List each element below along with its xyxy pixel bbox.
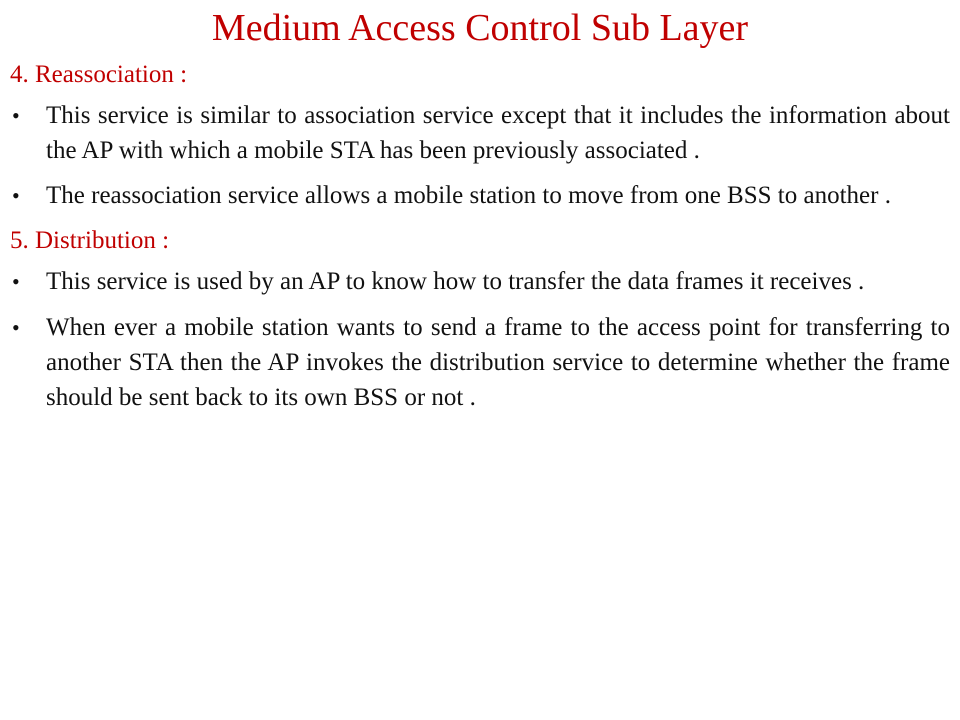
list-item [10,310,950,415]
section-distribution [10,224,950,415]
bullet-icon: • [12,183,20,208]
bullet-icon: • [12,269,20,294]
bullet-icon: • [12,315,20,340]
bullet-text: This service is used by an AP to know how to transfer the data frames it receives . [46,268,865,295]
list-item [10,264,950,300]
bullet-icon: • [12,103,20,128]
bullet-text: When ever a mobile station wants to send a frame to the access point for transferring to another STA then the AP invokes the distribution service to determine whether the frame should be sent back to its own BSS or not . [46,314,950,411]
bullet-text: This service is similar to association service except that it includes the information about the AP with which a mobile STA has been previously associated . [46,102,950,164]
slide-title: Medium Access Control Sub Layer [211,7,749,49]
section-heading: 4. Reassociation : [10,61,188,88]
section-reassociation [10,58,950,214]
section-heading: 5. Distribution : [10,227,170,254]
bullet-list [10,264,950,415]
slide-content [10,58,950,425]
bullet-text: The reassociation service allows a mobile station to move from one BSS to another . [46,182,891,209]
list-item [10,98,950,168]
list-item [10,178,950,214]
bullet-list [10,98,950,214]
